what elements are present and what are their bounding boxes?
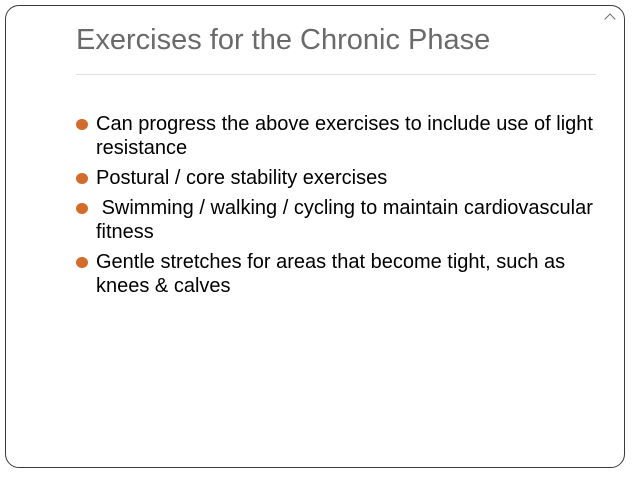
- bullet-item: [76, 196, 599, 244]
- title-divider: [76, 74, 596, 75]
- bullet-icon: [76, 257, 88, 268]
- slide-frame: [5, 5, 625, 468]
- bullet-icon: [76, 173, 88, 184]
- bullet-text: Gentle stretches for areas that become tight, such as knees & calves: [96, 251, 571, 297]
- bullet-list: [76, 112, 599, 304]
- corner-arrow-icon: [604, 13, 615, 24]
- bullet-text: Swimming / walking / cycling to maintain cardiovascular fitness: [96, 197, 599, 243]
- bullet-icon: [76, 203, 88, 214]
- slide-title: Exercises for the Chronic Phase: [76, 24, 491, 56]
- bullet-item: [76, 166, 596, 190]
- bullet-text: Can progress the above exercises to include use of light resistance: [96, 113, 599, 159]
- bullet-item: [76, 112, 599, 160]
- bullet-item: [76, 250, 596, 298]
- bullet-text: Postural / core stability exercises: [96, 167, 388, 189]
- bullet-icon: [76, 119, 88, 130]
